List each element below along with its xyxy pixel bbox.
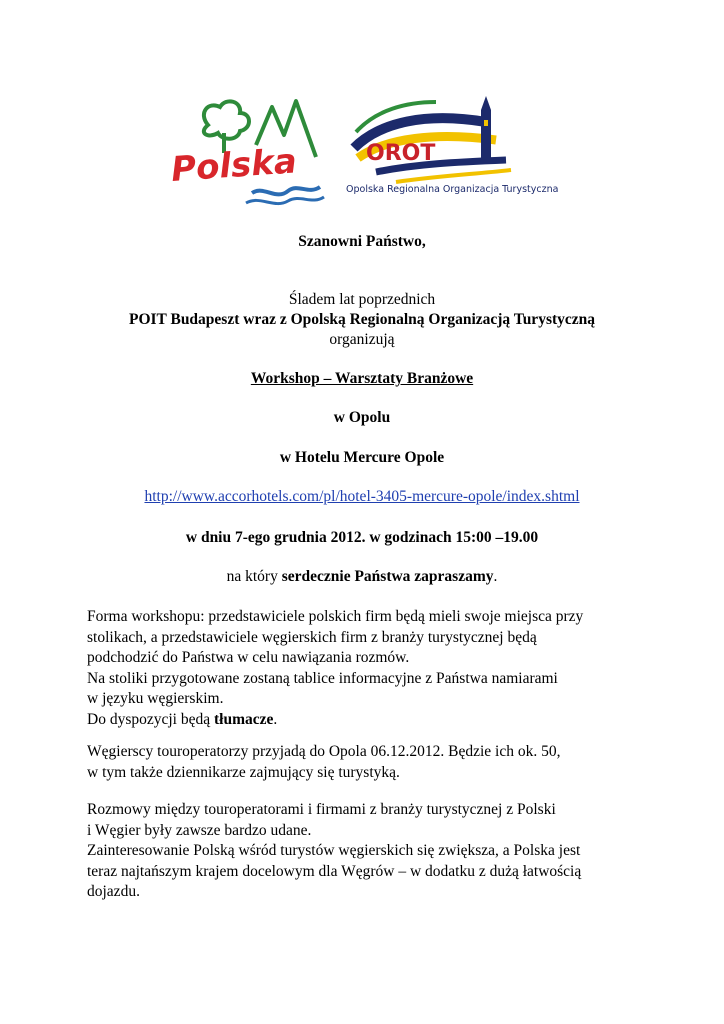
invite-text: na który — [226, 568, 282, 585]
paragraph-line: Na stoliki przygotowane zostaną tablice informacyjne z Państwa namiarami — [87, 669, 558, 687]
logos-header — [0, 0, 724, 220]
event-city: w Opolu — [333, 409, 391, 426]
paragraph-operators — [87, 742, 647, 783]
paragraph-line: teraz najtańszym krajem docelowym dla Węgrów – w dodatku z dużą łatwością — [87, 862, 582, 880]
greeting: Szanowni Państwo, — [298, 233, 426, 250]
orot-logo-text: OROT — [366, 141, 436, 166]
orot-logo-caption: Opolska Regionalna Organizacja Turystyczna — [346, 184, 559, 195]
paragraph-line: Węgierscy touroperatorzy przyjadą do Opola 06.12.2012. Będzie ich ok. 50, — [87, 743, 561, 760]
orot-logo — [336, 92, 559, 202]
paragraph-line: Rozmowy między touroperatorami i firmami z branży turystycznej z Polski — [87, 801, 556, 818]
polska-logo — [168, 95, 328, 210]
paragraph-line: w tym także dziennikarze zajmujący się turystyką. — [87, 763, 400, 781]
event-hotel: w Hotelu Mercure Opole — [279, 449, 445, 466]
paragraph-line: stolikach, a przedstawiciele węgierskich firm z branży turystycznej będą — [87, 628, 537, 646]
event-title: Workshop – Warsztaty Branżowe — [250, 370, 474, 387]
line-text: Do dyspozycji będą — [87, 710, 214, 728]
intro-line-2: POIT Budapeszt wraz z Opolską Regionalną Organizacją Turystyczną — [128, 311, 596, 328]
hotel-link[interactable]: http://www.accorhotels.com/pl/hotel-3405-mercure-opole/index.shtml — [144, 488, 580, 505]
tower-icon — [481, 96, 491, 162]
paragraph-line: w języku węgierskim. — [87, 690, 224, 707]
paragraph-line: Forma workshopu: przedstawiciele polskich firm będą mieli swoje miejsca przy — [87, 608, 584, 625]
polska-logo-text: Polska — [169, 141, 299, 190]
paragraph-relations — [87, 800, 647, 903]
invite-end: . — [493, 568, 498, 585]
event-date: w dniu 7-ego grudnia 2012. w godzinach 15:00 –19.00 — [185, 529, 539, 546]
invite-emphasis: serdecznie Państwa zapraszamy — [281, 568, 494, 585]
paragraph-line: podchodzić do Państwa w celu nawiązania rozmów. — [87, 649, 410, 666]
translators-emphasis: tłumacze — [213, 710, 274, 728]
paragraph-workshop-format — [87, 607, 647, 730]
invite-line — [0, 567, 724, 587]
paragraph-line: dojazdu. — [87, 883, 140, 900]
paragraph-line: Zainteresowanie Polską wśród turystów węgierskich się zwiększa, a Polska jest — [87, 842, 581, 859]
paragraph-line: i Węgier były zawsze bardzo udane. — [87, 821, 312, 839]
line-end: . — [273, 710, 278, 728]
paragraph-line — [87, 710, 647, 731]
wave-icon — [252, 187, 320, 194]
intro-line-3: organizują — [329, 331, 395, 348]
intro-line-1: Śladem lat poprzednich — [288, 291, 436, 308]
hotel-link-row — [0, 487, 724, 507]
